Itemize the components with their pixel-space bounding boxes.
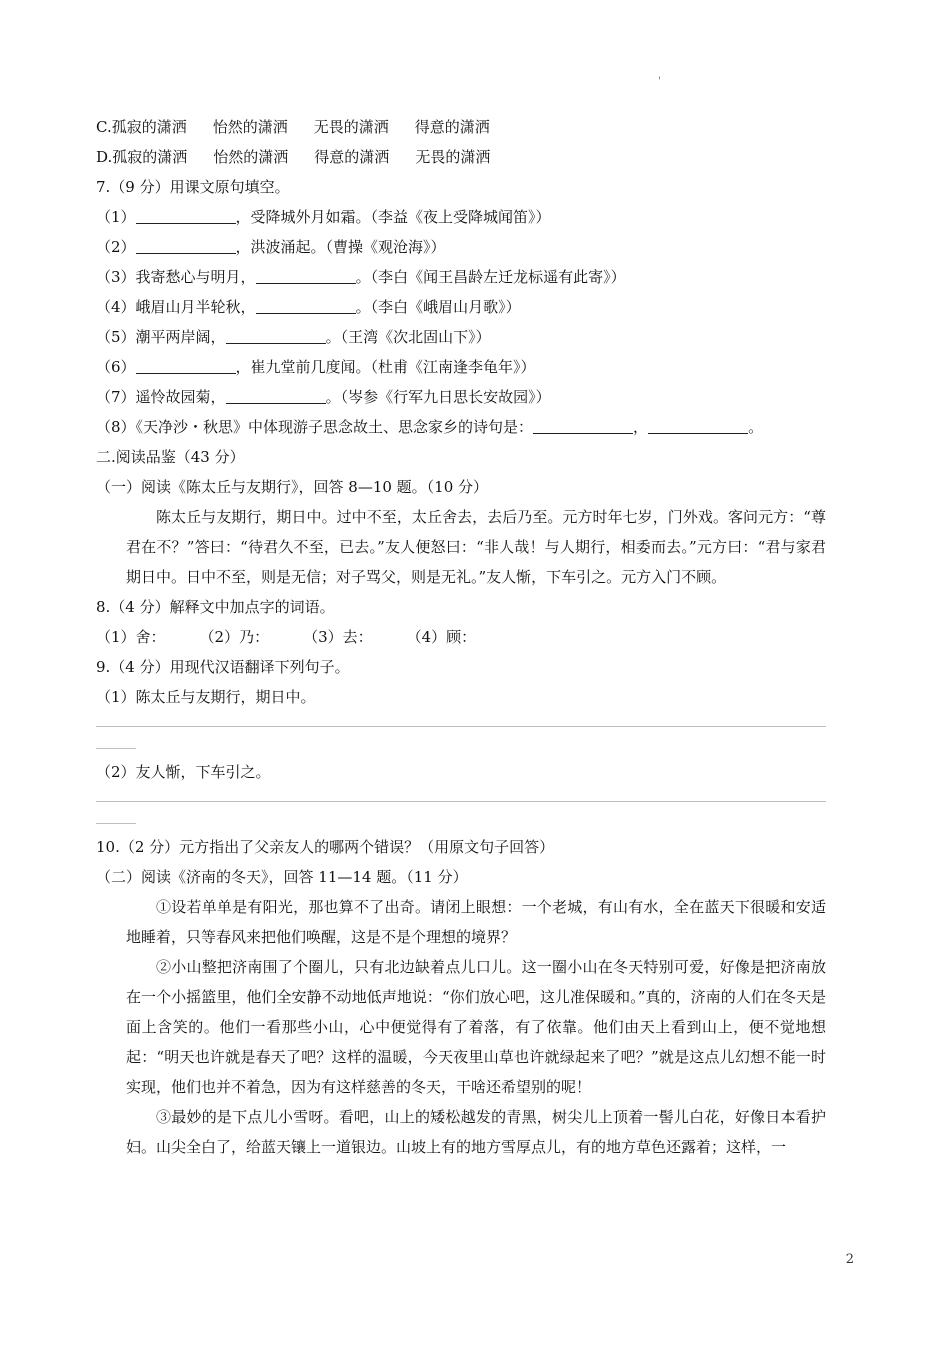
question-7-item-6: （6） ，崔九堂前几度闻。（杜甫《江南逢李龟年》）: [96, 358, 536, 376]
question-7-item-1: （1） ，受降城外月如霜。（李益《夜上受降城闻笛》）: [96, 208, 551, 226]
question-7-item-5: （5）潮平两岸阔， 。（王湾《次北固山下》）: [96, 328, 491, 346]
answer-line-stub: [96, 823, 136, 824]
answer-blank[interactable]: [648, 417, 748, 434]
top-mark: ': [658, 76, 661, 87]
reading-2-heading: （二）阅读《济南的冬天》，回答 11—14 题。（11 分）: [96, 868, 468, 886]
question-7-item-4: （4）峨眉山月半轮秋， 。（李白《峨眉山月歌》）: [96, 298, 521, 316]
option-d: D.孤寂的潇洒 怡然的潇洒 得意的潇洒 无畏的潇洒: [96, 148, 491, 166]
question-7-item-8: （8）《天净沙・秋思》中体现游子思念故土、思念家乡的诗句是： ， 。: [96, 418, 764, 436]
answer-blank[interactable]: [256, 267, 356, 284]
answer-blank[interactable]: [136, 207, 236, 224]
question-7-title: 7.（9 分）用课文原句填空。: [96, 178, 290, 196]
question-7-item-2: （2） ，洪波涌起。（曹操《观沧海》）: [96, 238, 446, 256]
answer-blank[interactable]: [226, 387, 326, 404]
section-2-title: 二.阅读品鉴（43 分）: [96, 448, 245, 466]
reading-1-heading: （一）阅读《陈太丘与友期行》，回答 8—10 题。（10 分）: [96, 478, 489, 496]
reading-2-paragraph-2: ②小山整把济南围了个圈儿，只有北边缺着点儿口儿。这一圈小山在冬天特别可爱，好像是把济南放在一个小摇篮里，他们全安静不动地低声地说：“你们放心吧，这儿准保暖和。”真的，济南的人们在冬天是面上含笑的。他们一看那些小山，心中便觉得有了着落，有了依靠。他们由天上看到山上，便不觉地想起：“明天也许就是春天了吧？这样的温暖，今天夜里山草也许就绿起来了吧？”就是这点儿幻想不能一时实现，他们也并不着急，因为有这样慈善的冬天，干啥还希望别的呢！: [126, 958, 826, 1096]
question-9-title: 9.（4 分）用现代汉语翻译下列句子。: [96, 658, 350, 676]
question-8-title: 8.（4 分）解释文中加点字的词语。: [96, 598, 335, 616]
question-10-title: 10.（2 分）元方指出了父亲友人的哪两个错误？（用原文句子回答）: [96, 838, 555, 856]
question-8-items: （1）舍： （2）乃： （3）去： （4）顾：: [96, 628, 477, 646]
answer-line-stub: [96, 748, 136, 749]
question-7-items: [96, 202, 826, 412]
answer-blank[interactable]: [533, 417, 633, 434]
page-number: 2: [845, 1252, 854, 1267]
answer-blank[interactable]: [226, 327, 326, 344]
option-c: C.孤寂的潇洒 怡然的潇洒 无畏的潇洒 得意的潇洒: [96, 118, 490, 136]
question-9-sentence-2: （2）友人惭，下车引之。: [96, 763, 271, 781]
answer-blank[interactable]: [256, 297, 356, 314]
answer-blank[interactable]: [136, 357, 236, 374]
reading-2-paragraph-1: ①设若单单是有阳光，那也算不了出奇。请闭上眼想：一个老城，有山有水，全在蓝天下很暖和安适地睡着，只等春风来把他们唤醒，这是不是个理想的境界？: [126, 898, 826, 946]
answer-line[interactable]: [96, 726, 826, 727]
reading-2-passage: [96, 892, 826, 1162]
answer-line[interactable]: [96, 801, 826, 802]
reading-1-passage: 陈太丘与友期行，期日中。过中不至，太丘舍去，去后乃至。元方时年七岁，门外戏。客问元方：“尊君在不？”答曰：“待君久不至，已去。”友人便怒曰：“非人哉！与人期行，相委而去。”元方曰：“君与家君期日中。日中不至，则是无信；对子骂父，则是无礼。”友人惭，下车引之。元方入门不顾。: [126, 508, 826, 586]
page-content: [96, 112, 826, 1162]
reading-2-paragraph-3: ③最妙的是下点儿小雪呀。看吧，山上的矮松越发的青黑，树尖儿上顶着一髻儿白花，好像日本看护妇。山尖全白了，给蓝天镶上一道银边。山坡上有的地方雪厚点儿，有的地方草色还露着；这样，一: [126, 1108, 826, 1156]
question-7-item-3: （3）我寄愁心与明月， 。（李白《闻王昌龄左迁龙标遥有此寄》）: [96, 268, 626, 286]
question-9-sentence-1: （1）陈太丘与友期行，期日中。: [96, 688, 316, 706]
question-7-item-7: （7）遥怜故园菊， 。（岑参《行军九日思长安故园》）: [96, 388, 551, 406]
answer-blank[interactable]: [136, 237, 236, 254]
